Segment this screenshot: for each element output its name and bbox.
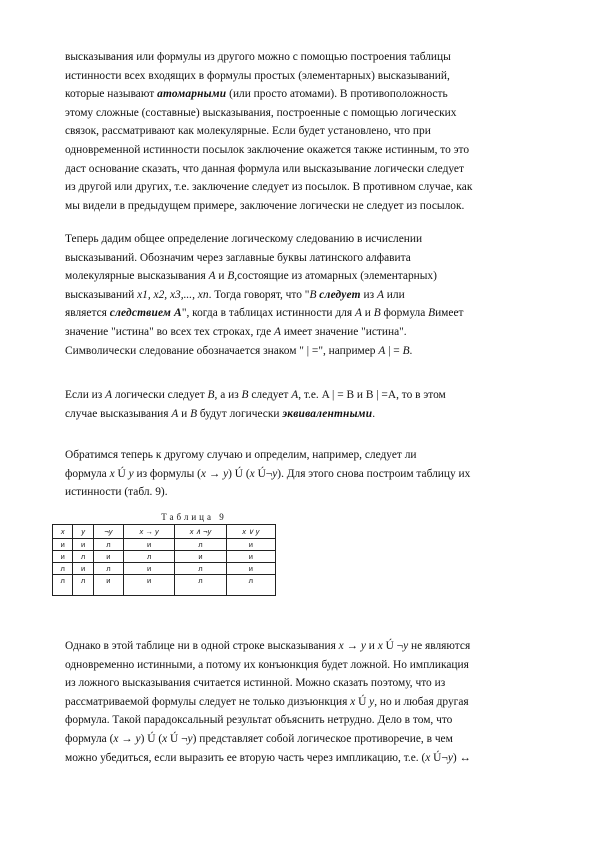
text-line: Символически следование обозначается знаком " | =", например A | = B. — [65, 344, 413, 357]
header-cell: ¬y — [93, 525, 123, 539]
term-atomic: атомарными — [157, 88, 227, 101]
text-line: значение "истина" во всех тех строках, где A имеет значение "истина". — [65, 325, 407, 338]
table-row — [53, 575, 276, 596]
text-line: Если из A логически следует B, а из B следует A, т.е. A | = B и B | =A, то в этом — [65, 389, 446, 401]
text-line: можно убедиться, если выразить ее вторую часть через импликацию, т.е. (x Ú¬y) ↔ — [65, 751, 471, 764]
term-follows: следует — [319, 288, 361, 301]
table-cell: л — [53, 563, 73, 575]
text-line: истинности всех входящих в формулы простых (элементарных) высказываний, — [65, 69, 450, 82]
table-header-row — [53, 525, 276, 539]
text-line: высказываний. Обозначим через заглавные буквы латинского алфавита — [65, 251, 411, 264]
text-line: формула (x → y) Ú (x Ú ¬y) представляет собой логическое противоречие, в чем — [65, 732, 453, 745]
table-cell: л — [175, 539, 226, 551]
term-consequence: следствием A — [109, 307, 182, 320]
table-cell: и — [226, 563, 275, 575]
table-cell: и — [93, 575, 123, 596]
text-line: Однако в этой таблице ни в одной строке высказывания x → y и x Ú ¬y не являются — [65, 640, 471, 652]
text-line: этому сложные (составные) высказывания, построенные с помощью логических — [65, 106, 457, 119]
table-cell: л — [175, 563, 226, 575]
text-line: Обратимся теперь к другому случаю и определим, например, следует ли — [65, 449, 417, 461]
table-cell: л — [53, 575, 73, 596]
table-cell: и — [226, 539, 275, 551]
text-line: является следствием A", когда в таблицах истинности для A и B формула Bимеет — [65, 307, 464, 320]
table-cell: л — [93, 563, 123, 575]
table-cell: и — [53, 539, 73, 551]
text-line: Теперь дадим общее определение логическому следованию в исчислении — [65, 233, 423, 245]
term-equivalent: эквивалентными — [282, 407, 373, 420]
truth-table-block — [52, 510, 276, 596]
text-line: высказываний x1, x2, x3,..., xn. Тогда говорят, что "B следует из A или — [65, 288, 405, 301]
table-cell: л — [175, 575, 226, 596]
table-cell: и — [226, 551, 275, 563]
table-cell: и — [53, 551, 73, 563]
text-line: молекулярные высказывания A и B,состоящие из атомарных (элементарных) — [65, 270, 437, 283]
table-row — [53, 563, 276, 575]
table-cell: л — [93, 539, 123, 551]
header-cell: y — [73, 525, 93, 539]
paragraph-4 — [65, 446, 555, 502]
truth-table — [52, 524, 276, 596]
header-cell: x ∨ y — [226, 525, 275, 539]
paragraph-1 — [65, 48, 555, 215]
table-cell: и — [175, 551, 226, 563]
paragraph-2 — [65, 230, 555, 360]
text-line: формула. Такой парадоксальный результат объяснить нетрудно. Дело в том, что — [65, 714, 453, 727]
text-line: формула x Ú y из формулы (x → y) Ú (x Ú¬y). Для этого снова построим таблицу их — [65, 467, 471, 480]
text-line: мы видели в предыдущем примере, заключение логически не следует из посылок. — [65, 199, 465, 212]
table-caption: Таблица 9 — [161, 512, 227, 522]
paragraph-5 — [65, 637, 555, 767]
table-row — [53, 539, 276, 551]
table-cell: л — [226, 575, 275, 596]
text-line: рассматриваемой формулы следует не только дизъюнкция x Ú y, но и любая другая — [65, 695, 469, 708]
text-line: из ложного высказывания считается истинной. Можно сказать поэтому, что из — [65, 677, 446, 690]
table-cell: л — [123, 551, 174, 563]
header-cell: x → y — [123, 525, 174, 539]
header-cell: x ∧ ¬y — [175, 525, 226, 539]
text-line: одновременно истинными, а потому их конъюнкция будет ложной. Но импликация — [65, 658, 469, 671]
table-cell: и — [123, 575, 174, 596]
paragraph-3 — [65, 386, 555, 423]
text-line: связок, рассматривают как молекулярные. Если будет установлено, что при — [65, 125, 431, 138]
text-line: истинности (табл. 9). — [65, 486, 168, 499]
header-cell: x — [53, 525, 73, 539]
table-cell: и — [93, 551, 123, 563]
table-cell: и — [123, 539, 174, 551]
table-cell: л — [73, 551, 93, 563]
table-cell: и — [123, 563, 174, 575]
text-line: даст основание сказать, что данная формула или высказывание логически следует — [65, 162, 464, 175]
table-cell: и — [73, 539, 93, 551]
text-line: одновременной истинности посылок заключение окажется также истинным, то это — [65, 143, 470, 156]
text-line: которые называют атомарными (или просто атомами). В противоположность — [65, 88, 448, 101]
text-line: высказывания или формулы из другого можно с помощью построения таблицы — [65, 51, 451, 63]
table-cell: л — [73, 575, 93, 596]
text-line: случае высказывания A и B будут логически эквивалентными. — [65, 407, 376, 420]
text-line: из другой или других, т.е. заключение следует из посылок. В противном случае, как — [65, 181, 473, 194]
table-cell: и — [73, 563, 93, 575]
table-row — [53, 551, 276, 563]
